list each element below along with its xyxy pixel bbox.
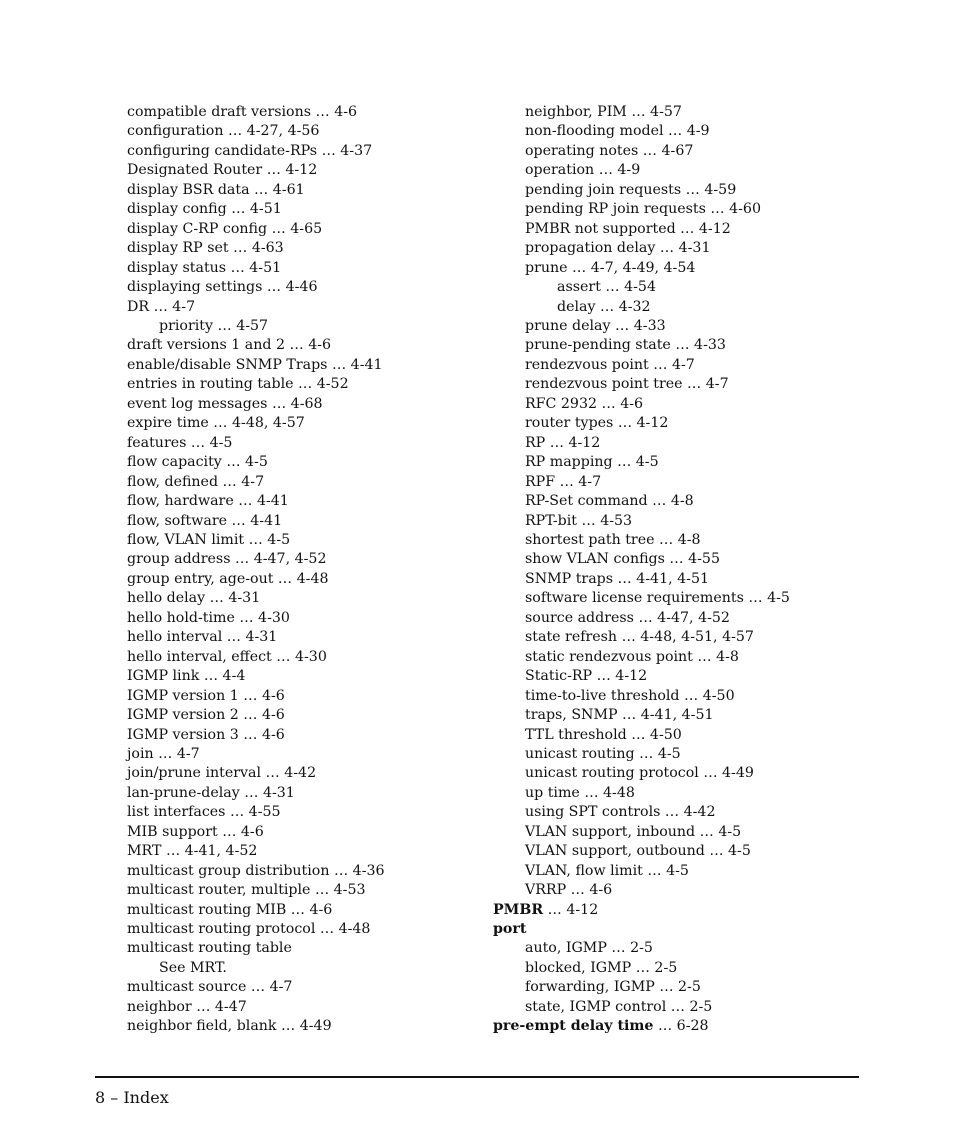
- index-term: hello hold-time: [127, 609, 235, 626]
- index-page-refs: … 4-41: [327, 356, 383, 373]
- index-subentry: [493, 414, 790, 433]
- index-entry: [127, 881, 385, 900]
- index-term: prune: [525, 259, 568, 276]
- index-subentry: [493, 570, 790, 589]
- index-page-refs: … 4-68: [267, 395, 323, 412]
- index-subentry: [493, 628, 790, 647]
- index-page-refs: … 4-47, 4-52: [230, 551, 327, 568]
- index-term: forwarding, IGMP: [525, 979, 655, 996]
- index-term: TTL threshold: [525, 726, 627, 743]
- index-term: multicast source: [127, 979, 247, 996]
- index-subentry: [493, 687, 790, 706]
- index-term: port: [493, 921, 527, 938]
- index-page-refs: … 4-7, 4-49, 4-54: [567, 259, 696, 276]
- index-subentry: [127, 959, 385, 978]
- index-term: neighbor, PIM: [525, 104, 627, 120]
- index-entry: [127, 745, 385, 764]
- index-entry: [127, 278, 385, 297]
- index-term: priority: [159, 317, 213, 334]
- index-page-refs: … 4-5: [743, 590, 790, 607]
- index-page-refs: … 4-53: [310, 882, 366, 899]
- index-page-refs: … 4-5: [695, 823, 742, 840]
- index-page-refs: … 4-60: [705, 201, 761, 218]
- index-page-refs: … 4-41: [227, 512, 283, 529]
- index-term: IGMP version 3: [127, 726, 239, 743]
- index-entry: [127, 161, 385, 180]
- index-term: rendezvous point tree: [525, 376, 683, 393]
- index-term: multicast routing protocol: [127, 921, 316, 938]
- index-entry: [127, 492, 385, 511]
- index-term: flow, software: [127, 512, 228, 529]
- index-column-right: [493, 103, 790, 1037]
- index-term: operating notes: [525, 142, 639, 159]
- index-page-refs: … 4-50: [626, 726, 682, 743]
- index-term: DR: [127, 298, 150, 315]
- index-entry: [127, 589, 385, 608]
- index-term: display C-RP config: [127, 220, 268, 237]
- index-subentry: [493, 122, 790, 141]
- index-entry: [127, 628, 385, 647]
- index-page-refs: … 4-5: [612, 454, 659, 471]
- index-subentry: [493, 978, 790, 997]
- index-page-refs: … 4-41, 4-51: [617, 707, 714, 724]
- index-page-refs: … 4-46: [262, 279, 318, 296]
- index-page-refs: … 4-55: [664, 551, 720, 568]
- index-subentry: [493, 823, 790, 842]
- index-page-refs: … 4-57: [626, 104, 682, 120]
- index-entry: [127, 336, 385, 355]
- index-entry: [127, 667, 385, 686]
- index-term: rendezvous point: [525, 356, 649, 373]
- index-entry: [127, 239, 385, 258]
- index-page-refs: … 4-37: [317, 142, 373, 159]
- index-term: software license requirements: [525, 590, 744, 607]
- index-subentry: [493, 200, 790, 219]
- index-page-refs: … 4-9: [663, 123, 710, 140]
- index-subentry: [493, 161, 790, 180]
- index-term: flow, VLAN limit: [127, 531, 245, 548]
- index-subentry: [493, 862, 790, 881]
- index-entry: [127, 259, 385, 278]
- index-page-refs: … 4-41: [233, 493, 289, 510]
- index-subentry: [493, 317, 790, 336]
- index-term: flow, defined: [127, 473, 219, 490]
- index-page-refs: … 4-42: [660, 804, 716, 821]
- index-subentry: [493, 356, 790, 375]
- index-term: group entry, age-out: [127, 570, 274, 587]
- index-page-refs: … 4-6: [285, 337, 332, 354]
- index-term: hello delay: [127, 590, 206, 607]
- index-page-refs: … 4-7: [648, 356, 695, 373]
- index-page-refs: … 4-59: [681, 181, 737, 198]
- index-page-refs: … 4-5: [244, 531, 291, 548]
- index-subentry: [493, 220, 790, 239]
- index-page-refs: … 4-53: [576, 512, 633, 529]
- index-page-refs: … 4-31: [655, 240, 711, 257]
- index-term: group address: [127, 551, 231, 568]
- index-term: VLAN support, outbound: [525, 843, 705, 860]
- index-page-refs: … 4-6: [286, 901, 333, 918]
- index-page-refs: … 4-30: [271, 648, 327, 665]
- index-page-refs: … 4-65: [267, 220, 323, 237]
- index-page-refs: … 4-7: [555, 473, 602, 490]
- index-entry: [493, 1017, 790, 1036]
- index-page-refs: … 4-55: [225, 804, 281, 821]
- index-subentry: [493, 259, 790, 278]
- index-page-refs: … 4-49: [276, 1018, 332, 1035]
- index-entry: [127, 609, 385, 628]
- index-subentry: [493, 648, 790, 667]
- index-subentry: [493, 103, 790, 122]
- index-entry: [127, 648, 385, 667]
- index-page-refs: … 4-6: [238, 726, 285, 743]
- index-page-refs: … 4-31: [222, 629, 278, 646]
- index-term: pending RP join requests: [525, 201, 706, 218]
- index-entry: [127, 998, 385, 1017]
- index-subentry: [493, 667, 790, 686]
- index-term: display status: [127, 259, 227, 276]
- index-term: VLAN support, inbound: [525, 823, 696, 840]
- index-entry: [127, 181, 385, 200]
- index-term: IGMP link: [127, 668, 200, 685]
- index-term: prune delay: [525, 317, 611, 334]
- index-entry: [127, 512, 385, 531]
- index-term: display RP set: [127, 240, 229, 257]
- index-term: router types: [525, 415, 614, 432]
- index-term: multicast router, multiple: [127, 882, 311, 899]
- index-term: list interfaces: [127, 804, 226, 821]
- index-term: unicast routing protocol: [525, 765, 699, 782]
- index-term: RP-Set command: [525, 493, 648, 510]
- index-page-refs: … 4-63: [228, 240, 284, 257]
- index-term: flow, hardware: [127, 493, 234, 510]
- index-page-refs: … 4-31: [205, 590, 261, 607]
- index-page-refs: … 4-4: [199, 668, 246, 685]
- index-page-refs: … 4-31: [239, 784, 295, 801]
- index-page-refs: … 4-48: [315, 921, 371, 938]
- index-page-refs: … 4-48, 4-51, 4-57: [617, 629, 754, 646]
- index-term: IGMP version 1: [127, 687, 239, 704]
- index-page-refs: … 4-47, 4-52: [633, 609, 730, 626]
- index-entry: [127, 842, 385, 861]
- index-subentry: [493, 336, 790, 355]
- index-entry: [127, 706, 385, 725]
- index-page-refs: … 4-7: [246, 979, 293, 996]
- index-subentry: [493, 609, 790, 628]
- index-term: pre-empt delay time: [493, 1018, 654, 1035]
- index-page-refs: … 4-49: [698, 765, 754, 782]
- index-term: expire time: [127, 415, 209, 432]
- index-subentry: [493, 375, 790, 394]
- index-subentry: [493, 706, 790, 725]
- index-term: displaying settings: [127, 279, 263, 296]
- index-subentry: [493, 726, 790, 745]
- index-entry: [127, 220, 385, 239]
- index-page-refs: … 4-12: [675, 220, 731, 237]
- index-page-refs: … 4-36: [329, 862, 385, 879]
- index-entry: [127, 434, 385, 453]
- index-subentry: [493, 939, 790, 958]
- index-page-refs: … 4-6: [597, 395, 644, 412]
- index-term: event log messages: [127, 395, 268, 412]
- index-term: show VLAN configs: [525, 551, 665, 568]
- index-page-refs: … 4-48, 4-57: [208, 415, 305, 432]
- page-footer-label: 8 – Index: [95, 1088, 169, 1107]
- index-term: multicast group distribution: [127, 862, 330, 879]
- index-term: join/prune interval: [127, 765, 262, 782]
- index-page-refs: … 4-47: [191, 998, 247, 1015]
- index-page-refs: … 4-33: [670, 337, 726, 354]
- index-entry: [127, 1017, 385, 1036]
- index-term: configuration: [127, 123, 224, 140]
- index-subentry: [493, 181, 790, 200]
- index-term: enable/disable SNMP Traps: [127, 356, 328, 373]
- index-entry: [127, 823, 385, 842]
- index-subentry: [493, 745, 790, 764]
- index-subentry: [493, 784, 790, 803]
- index-page-refs: … 4-50: [679, 687, 735, 704]
- index-term: Designated Router: [127, 162, 263, 179]
- index-term: display config: [127, 201, 227, 218]
- index-subentry: [493, 239, 790, 258]
- index-term: SNMP traps: [525, 570, 614, 587]
- index-subentry: [493, 434, 790, 453]
- index-column-left: [127, 103, 385, 1037]
- index-page-refs: … 4-12: [545, 434, 601, 451]
- index-page-refs: … 4-7: [153, 745, 200, 762]
- index-page-refs: … 4-5: [634, 745, 681, 762]
- index-term: features: [127, 434, 187, 451]
- index-entry: [493, 920, 790, 939]
- index-page-refs: … 4-30: [234, 609, 290, 626]
- index-term: state, IGMP control: [525, 998, 667, 1015]
- index-term: static rendezvous point: [525, 648, 693, 665]
- index-subentry: [493, 764, 790, 783]
- index-term: See MRT.: [159, 959, 227, 976]
- index-term: auto, IGMP: [525, 940, 607, 957]
- index-entry: [127, 122, 385, 141]
- index-term: RP mapping: [525, 454, 613, 471]
- index-entry: [493, 901, 790, 920]
- index-term: configuring candidate-RPs: [127, 142, 318, 159]
- index-term: time-to-live threshold: [525, 687, 680, 704]
- index-subentry: [493, 803, 790, 822]
- index-term: MRT: [127, 843, 162, 860]
- index-term: PMBR: [493, 901, 544, 918]
- index-page-refs: … 2-5: [631, 959, 678, 976]
- index-term: neighbor field, blank: [127, 1018, 277, 1035]
- index-term: RPF: [525, 473, 556, 490]
- index-subentry: [493, 492, 790, 511]
- index-entry: [127, 862, 385, 881]
- index-term: hello interval: [127, 629, 223, 646]
- index-entry: [127, 473, 385, 492]
- index-term: prune-pending state: [525, 337, 671, 354]
- index-page-refs: … 4-57: [212, 317, 269, 334]
- index-subentry: [493, 550, 790, 569]
- index-page-refs: … 2-5: [654, 979, 701, 996]
- index-term: pending join requests: [525, 181, 682, 198]
- index-page-refs: … 4-12: [262, 162, 318, 179]
- index-term: propagation delay: [525, 240, 656, 257]
- index-page-refs: … 4-12: [543, 901, 599, 918]
- index-term: IGMP version 2: [127, 707, 239, 724]
- index-page-refs: … 4-7: [149, 298, 196, 315]
- index-page-refs: … 4-41, 4-52: [161, 843, 258, 860]
- index-term: state refresh: [525, 629, 618, 646]
- index-term: using SPT controls: [525, 804, 661, 821]
- index-term: flow capacity: [127, 454, 222, 471]
- index-term: entries in routing table: [127, 376, 294, 393]
- index-page-refs: … 4-9: [594, 162, 641, 179]
- index-page-refs: … 4-12: [613, 415, 669, 432]
- index-page-refs: … 4-48: [579, 784, 635, 801]
- index-term: assert: [557, 279, 601, 296]
- index-subentry: [493, 842, 790, 861]
- index-subentry: [493, 881, 790, 900]
- index-subentry: [493, 453, 790, 472]
- index-term: unicast routing: [525, 745, 635, 762]
- index-term: VRRP: [525, 882, 567, 899]
- index-page-refs: … 4-7: [218, 473, 265, 490]
- index-term: VLAN, flow limit: [525, 862, 643, 879]
- index-page-refs: … 4-6: [311, 104, 358, 120]
- index-entry: [127, 142, 385, 161]
- index-term: operation: [525, 162, 595, 179]
- index-entry: [127, 550, 385, 569]
- index-entry: [127, 356, 385, 375]
- index-entry: [127, 298, 385, 317]
- index-page-refs: … 4-7: [682, 376, 729, 393]
- index-entry: [127, 375, 385, 394]
- index-page-refs: … 4-12: [592, 668, 648, 685]
- index-entry: [127, 726, 385, 745]
- index-page-refs: … 4-33: [610, 317, 666, 334]
- index-subentry: [493, 998, 790, 1017]
- index-page-refs: … 4-5: [186, 434, 233, 451]
- index-entry: [127, 200, 385, 219]
- index-subentry: [493, 298, 790, 317]
- index-page-refs: … 4-6: [566, 882, 613, 899]
- index-subentry: [493, 512, 790, 531]
- index-subentry: [493, 473, 790, 492]
- index-subentry: [493, 142, 790, 161]
- index-term: Static-RP: [525, 668, 593, 685]
- index-page-refs: … 4-48: [273, 570, 329, 587]
- index-subentry: [493, 395, 790, 414]
- index-term: source address: [525, 609, 634, 626]
- index-entry: [127, 920, 385, 939]
- index-entry: [127, 453, 385, 472]
- index-subentry: [493, 531, 790, 550]
- index-page-refs: … 4-61: [249, 181, 305, 198]
- index-entry: [127, 570, 385, 589]
- index-term: multicast routing MIB: [127, 901, 287, 918]
- index-page-refs: … 4-41, 4-51: [613, 570, 710, 587]
- index-page-refs: … 4-54: [600, 279, 656, 296]
- index-term: hello interval, effect: [127, 648, 272, 665]
- index-entry: [127, 414, 385, 433]
- index-term: blocked, IGMP: [525, 959, 632, 976]
- index-page-refs: … 4-5: [642, 862, 689, 879]
- index-subentry: [493, 589, 790, 608]
- index-page-refs: … 4-51: [226, 201, 282, 218]
- index-page-refs: … 4-5: [221, 454, 268, 471]
- index-page-refs: … 4-8: [654, 531, 701, 548]
- index-page-refs: … 2-5: [666, 998, 713, 1015]
- index-term: non-flooding model: [525, 123, 664, 140]
- index-entry: [127, 978, 385, 997]
- index-term: RPT-bit: [525, 512, 577, 529]
- index-page-refs: … 4-52: [293, 376, 349, 393]
- index-subentry: [493, 278, 790, 297]
- index-subentry: [493, 959, 790, 978]
- index-term: shortest path tree: [525, 531, 655, 548]
- index-term: traps, SNMP: [525, 707, 618, 724]
- index-term: up time: [525, 784, 580, 801]
- index-page-refs: … 4-6: [217, 823, 264, 840]
- index-term: delay: [557, 298, 596, 315]
- index-page-refs: … 4-51: [226, 259, 282, 276]
- index-page-refs: … 4-8: [692, 648, 739, 665]
- index-term: join: [127, 745, 154, 762]
- index-term: RP: [525, 434, 546, 451]
- index-page-refs: … 4-27, 4-56: [223, 123, 320, 140]
- index-page-refs: … 4-67: [638, 142, 694, 159]
- index-entry: [127, 901, 385, 920]
- index-page-refs: … 2-5: [606, 940, 653, 957]
- index-page-refs: … 4-42: [261, 765, 317, 782]
- index-page-refs: … 6-28: [653, 1018, 709, 1035]
- index-term: display BSR data: [127, 181, 250, 198]
- index-entry: [127, 531, 385, 550]
- index-page-refs: … 4-5: [704, 843, 751, 860]
- index-entry: [127, 395, 385, 414]
- index-subentry: [127, 317, 385, 336]
- index-term: multicast routing table: [127, 940, 292, 957]
- index-entry: [127, 939, 385, 958]
- index-page-refs: … 4-6: [238, 687, 285, 704]
- index-page-refs: … 4-32: [595, 298, 651, 315]
- index-entry: [127, 687, 385, 706]
- index-term: neighbor: [127, 998, 192, 1015]
- index-term: MIB support: [127, 823, 218, 840]
- index-entry: [127, 764, 385, 783]
- index-term: compatible draft versions: [127, 104, 312, 120]
- index-term: RFC 2932: [525, 395, 597, 412]
- index-entry: [127, 803, 385, 822]
- index-term: draft versions 1 and 2: [127, 337, 286, 354]
- index-term: lan-prune-delay: [127, 784, 240, 801]
- footer-rule: [95, 1076, 859, 1078]
- index-page-refs: … 4-6: [238, 707, 285, 724]
- index-term: PMBR not supported: [525, 220, 676, 237]
- index-page-refs: … 4-8: [647, 493, 694, 510]
- index-entry: [127, 103, 385, 122]
- index-entry: [127, 784, 385, 803]
